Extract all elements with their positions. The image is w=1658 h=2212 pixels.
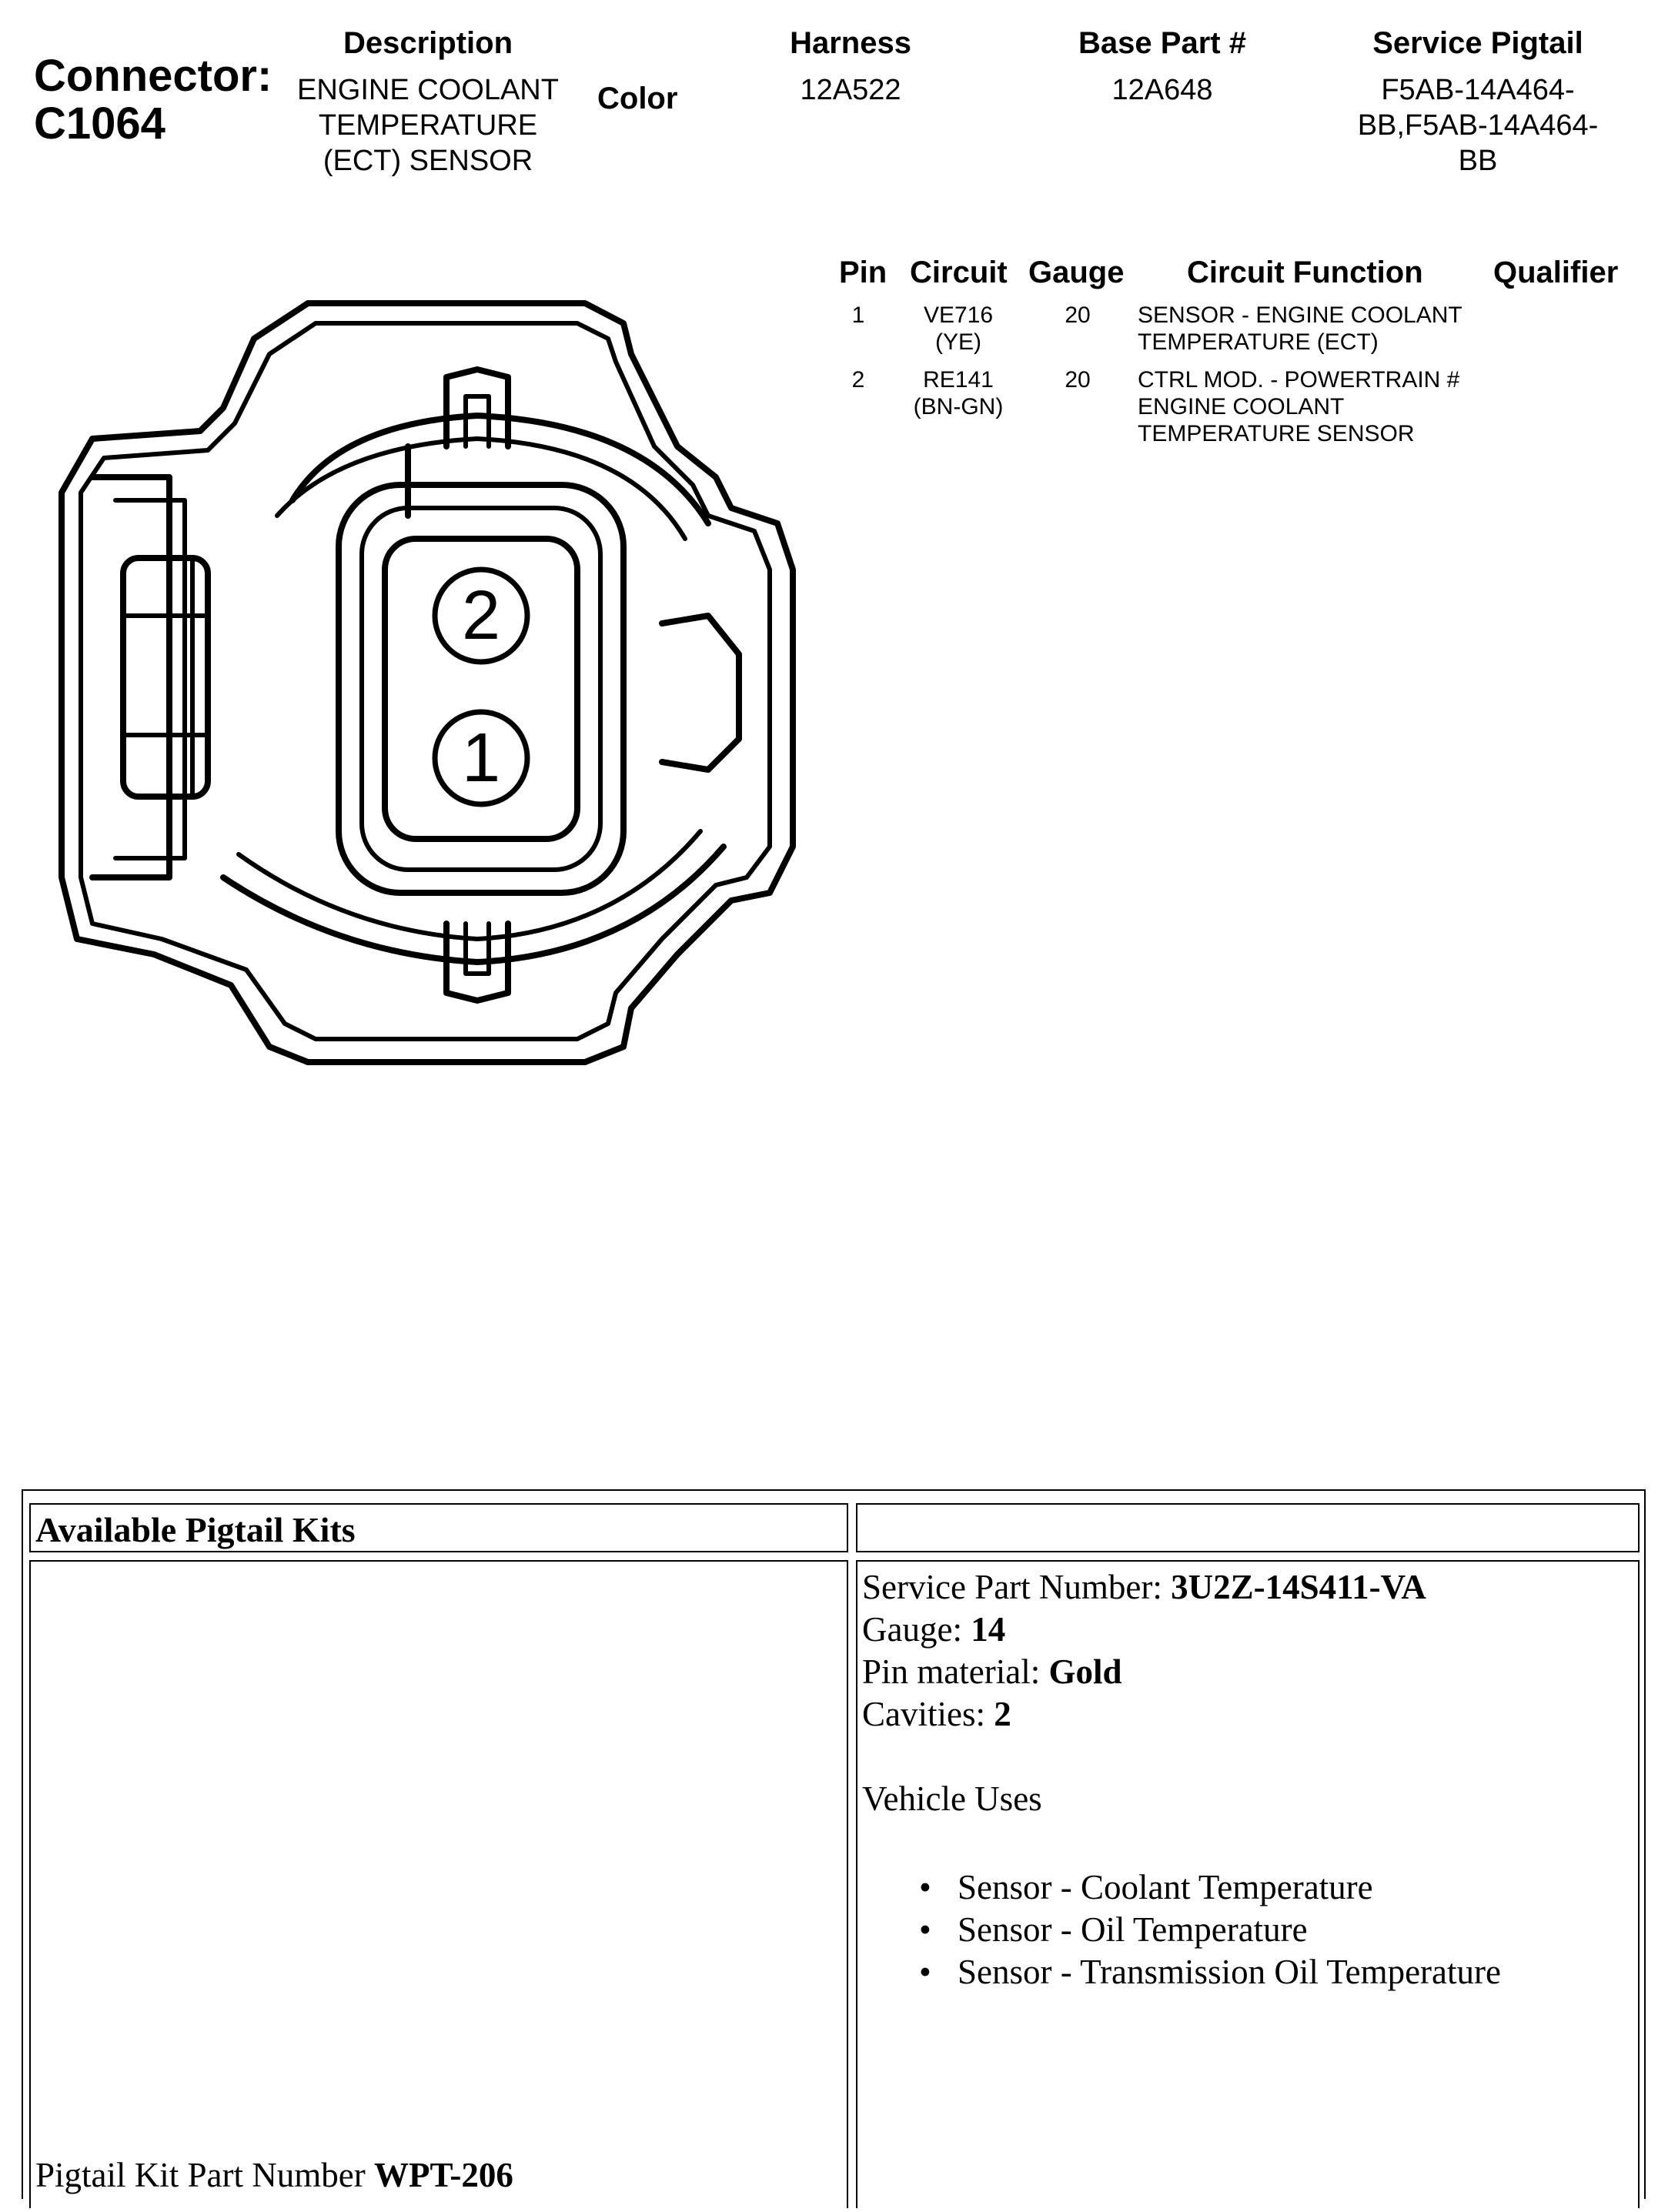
- pigtail-title-empty-cell: [856, 1503, 1640, 1552]
- latch-outline: [92, 477, 169, 877]
- gauge-label: Gauge:: [862, 1610, 971, 1649]
- pigtail-title-cell: [29, 1503, 848, 1552]
- pin-material-value: Gold: [1048, 1652, 1122, 1691]
- connector-lower-arc: [223, 847, 724, 962]
- function-line: TEMPERATURE SENSOR: [1138, 421, 1415, 446]
- service-pigtail-line: BB,F5AB-14A464-: [1357, 109, 1599, 142]
- row-circuit: [904, 366, 1012, 420]
- qualifier-header: Qualifier: [1493, 256, 1619, 289]
- description-value: [274, 72, 582, 179]
- pigtail-table: [22, 1489, 1646, 2199]
- connector-id: C1064: [34, 99, 165, 149]
- base-part-value: 12A648: [1111, 74, 1213, 106]
- service-pigtail-line: F5AB-14A464-: [1381, 74, 1575, 106]
- cavities-label: Cavities:: [862, 1695, 994, 1733]
- service-part-label: Service Part Number:: [862, 1568, 1172, 1606]
- row-pin: 2: [851, 367, 865, 393]
- description-line: (ECT) SENSOR: [323, 145, 533, 177]
- pin-2-label: 2: [461, 577, 501, 654]
- right-latch-tab: [662, 616, 739, 770]
- function-line: TEMPERATURE (ECT): [1138, 329, 1379, 355]
- service-part-line: [862, 1566, 1501, 1609]
- connector-title: [34, 52, 272, 148]
- harness-value: 12A522: [800, 74, 901, 106]
- gauge-value: 14: [971, 1610, 1006, 1649]
- row-circuit: [904, 302, 1012, 356]
- row-function: [1138, 366, 1459, 447]
- pin-1-label: 1: [461, 720, 501, 797]
- color-header: Color: [597, 82, 678, 115]
- row-pin: 1: [851, 302, 865, 328]
- function-header: Circuit Function: [1187, 256, 1423, 289]
- cavities-value: 2: [994, 1695, 1011, 1733]
- list-item: • Sensor - Coolant Temperature: [919, 1866, 1501, 1909]
- circuit-code: VE716: [923, 302, 994, 328]
- pin-material-label: Pin material:: [862, 1652, 1049, 1691]
- gauge-line: [862, 1609, 1501, 1651]
- row-function: [1138, 302, 1462, 356]
- pigtail-title: Available Pigtail Kits: [35, 1510, 356, 1549]
- circuit-header: Circuit: [910, 256, 1008, 289]
- pigtail-kit-cell: [29, 1560, 848, 2208]
- vehicle-uses-label: Vehicle Uses: [862, 1779, 1042, 1818]
- cavity-housing-outer: [339, 485, 623, 893]
- circuit-code: RE141: [923, 367, 994, 393]
- cavities-line: [862, 1693, 1501, 1736]
- circuit-color: (BN-GN): [913, 394, 1004, 419]
- description-line: ENGINE COOLANT: [297, 74, 559, 106]
- function-line: ENGINE COOLANT: [1138, 394, 1345, 419]
- pin-material-line: [862, 1651, 1501, 1693]
- service-pigtail-header: Service Pigtail: [1372, 26, 1583, 60]
- list-item: • Sensor - Transmission Oil Temperature: [919, 1951, 1501, 1993]
- service-pigtail-value: [1339, 72, 1616, 179]
- latch-tab: [123, 558, 208, 797]
- top-key: [446, 369, 508, 446]
- kit-part-value: WPT-206: [373, 2156, 513, 2194]
- pin-header: Pin: [839, 256, 887, 289]
- kit-part-line: [35, 2154, 513, 2197]
- kit-part-label: Pigtail Kit Part Number: [35, 2156, 374, 2194]
- pigtail-details: [862, 1566, 1501, 1993]
- harness-header: Harness: [790, 26, 911, 60]
- service-part-value: 3U2Z-14S411-VA: [1171, 1568, 1426, 1606]
- connector-label: Connector:: [34, 51, 272, 101]
- vehicle-uses-list: [919, 1866, 1501, 1993]
- circuit-color: (YE): [935, 329, 981, 355]
- service-pigtail-line: BB: [1458, 145, 1498, 177]
- base-part-header: Base Part #: [1078, 26, 1246, 60]
- cavity-housing-inner: [362, 508, 600, 870]
- description-header: Description: [343, 26, 513, 60]
- function-line: CTRL MOD. - POWERTRAIN #: [1138, 367, 1460, 393]
- function-line: SENSOR - ENGINE COOLANT: [1138, 302, 1462, 328]
- pigtail-details-cell: [856, 1560, 1640, 2208]
- row-gauge: 20: [1065, 367, 1091, 393]
- description-line: TEMPERATURE: [318, 109, 538, 142]
- row-gauge: 20: [1065, 302, 1091, 328]
- list-item: • Sensor - Oil Temperature: [919, 1909, 1501, 1951]
- gauge-header: Gauge: [1028, 256, 1125, 289]
- connector-face-diagram: [46, 292, 801, 1078]
